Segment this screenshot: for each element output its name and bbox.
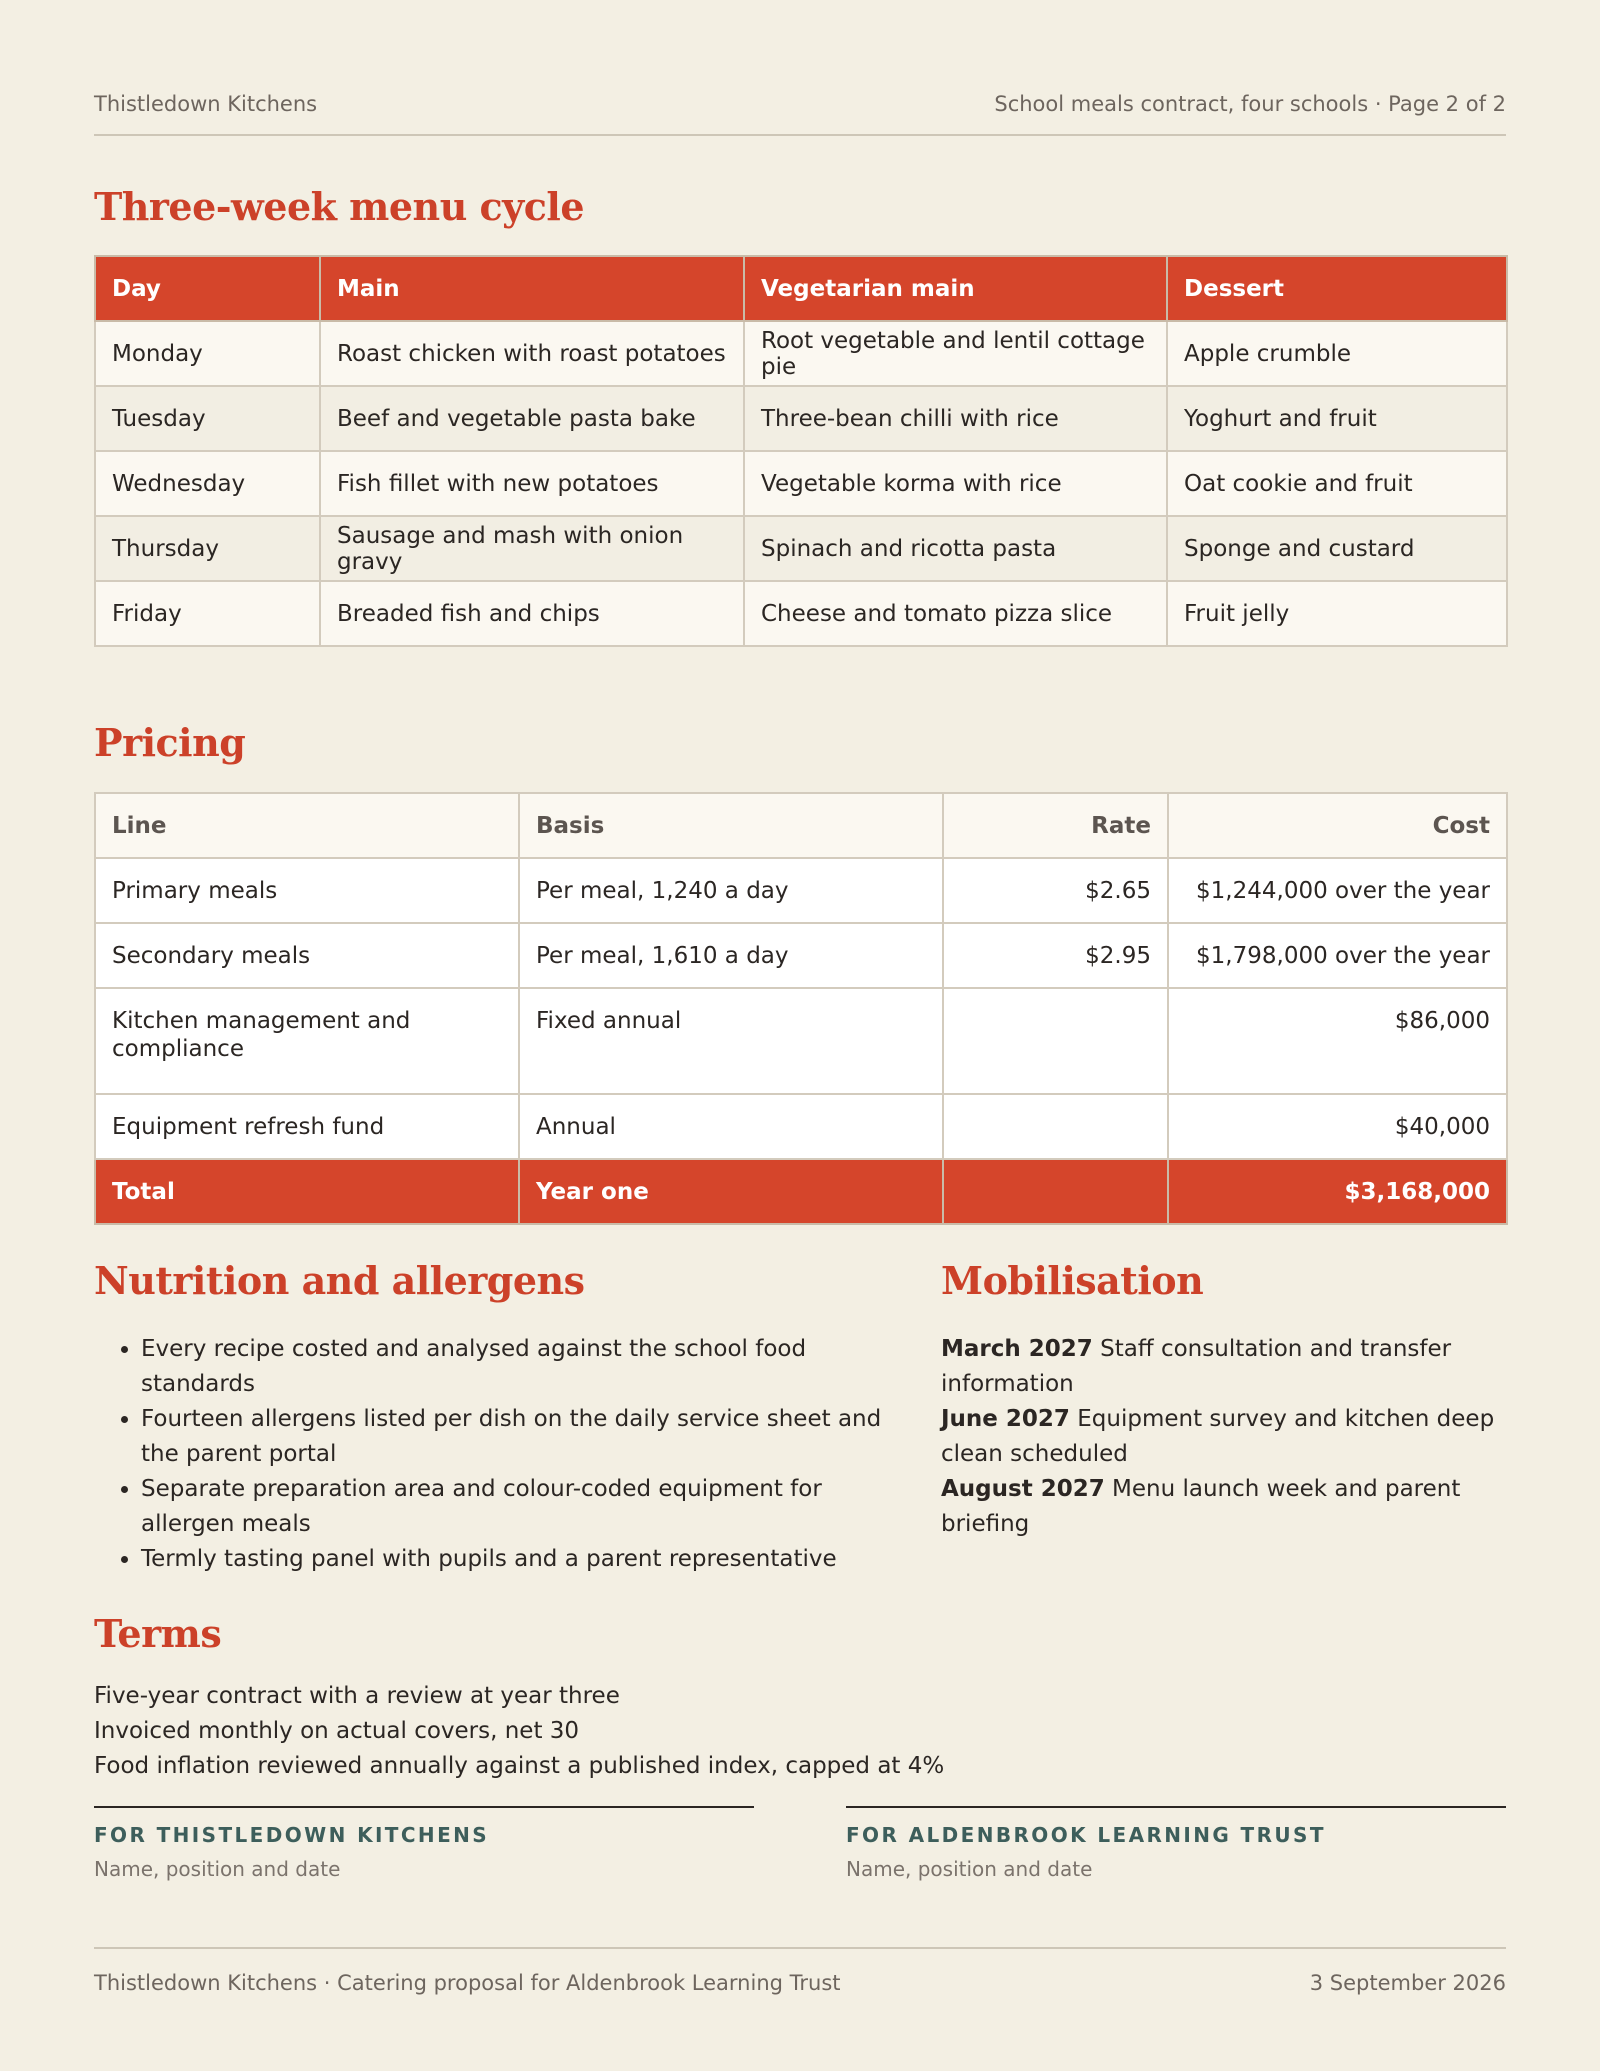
pricing-basis: Annual xyxy=(519,1094,943,1159)
menu-table xyxy=(94,255,1508,647)
table-row xyxy=(95,386,1507,451)
signature-label: FOR ALDENBROOK LEARNING TRUST xyxy=(846,1823,1326,1847)
menu-header-row xyxy=(95,256,1507,321)
menu-dessert: Yoghurt and fruit xyxy=(1167,386,1507,451)
mobilisation-date: June 2027 xyxy=(941,1406,1070,1432)
pricing-col-cost: Cost xyxy=(1168,793,1507,858)
header-company: Thistledown Kitchens xyxy=(94,92,318,116)
running-header xyxy=(94,88,1506,136)
menu-dessert: Apple crumble xyxy=(1167,321,1507,386)
menu-veg: Cheese and tomato pizza slice xyxy=(744,581,1167,646)
signature-block-thistledown xyxy=(94,1806,754,1881)
menu-veg: Vegetable korma with rice xyxy=(744,451,1167,516)
pricing-basis: Per meal, 1,610 a day xyxy=(519,923,943,988)
terms-heading: Terms xyxy=(94,1611,222,1656)
pricing-col-line: Line xyxy=(95,793,519,858)
terms-line: Five-year contract with a review at year three xyxy=(94,1683,620,1709)
pricing-heading: Pricing xyxy=(94,720,246,765)
pricing-basis: Fixed annual xyxy=(519,988,943,1094)
list-item: • Termly tasting panel with pupils and a parent representative xyxy=(141,1542,921,1577)
pricing-rate xyxy=(943,988,1168,1094)
menu-veg: Root vegetable and lentil cottage pie xyxy=(744,321,1167,386)
footer-left: Thistledown Kitchens · Catering proposal for Aldenbrook Learning Trust xyxy=(94,1971,841,1995)
pricing-rate xyxy=(943,1094,1168,1159)
pricing-cost: $86,000 xyxy=(1168,988,1507,1094)
menu-dessert: Fruit jelly xyxy=(1167,581,1507,646)
menu-day: Wednesday xyxy=(95,451,320,516)
signature-sub: Name, position and date xyxy=(94,1857,341,1881)
table-row xyxy=(95,858,1507,923)
pricing-table xyxy=(94,792,1508,1225)
pricing-cost: $1,798,000 over the year xyxy=(1168,923,1507,988)
list-item: • Separate preparation area and colour-coded equipment for allergen meals xyxy=(141,1472,921,1542)
menu-heading: Three-week menu cycle xyxy=(94,184,585,229)
page-footer xyxy=(94,1947,1506,1995)
menu-day: Tuesday xyxy=(95,386,320,451)
table-row xyxy=(95,451,1507,516)
signature-block-aldenbrook xyxy=(846,1806,1506,1881)
terms-list xyxy=(94,1679,944,1784)
pricing-line: Kitchen management and compliance xyxy=(95,988,519,1094)
mobilisation-item xyxy=(941,1472,1511,1542)
mobilisation-item xyxy=(941,1332,1511,1402)
total-rate xyxy=(943,1159,1168,1224)
table-row xyxy=(95,516,1507,581)
list-item: • Fourteen allergens listed per dish on the daily service sheet and the parent portal xyxy=(141,1402,921,1472)
terms-line: Invoiced monthly on actual covers, net 30 xyxy=(94,1718,580,1744)
menu-day: Thursday xyxy=(95,516,320,581)
table-row xyxy=(95,321,1507,386)
mobilisation-date: March 2027 xyxy=(941,1336,1093,1362)
pricing-rate: $2.95 xyxy=(943,923,1168,988)
total-label: Total xyxy=(95,1159,519,1224)
list-item: • Every recipe costed and analysed against the school food standards xyxy=(141,1332,921,1402)
terms-line: Food inflation reviewed annually against a published index, capped at 4% xyxy=(94,1753,945,1779)
mobilisation-list xyxy=(941,1332,1511,1542)
pricing-line: Primary meals xyxy=(95,858,519,923)
mobilisation-date: August 2027 xyxy=(941,1476,1105,1502)
mobilisation-heading: Mobilisation xyxy=(941,1258,1204,1303)
total-basis: Year one xyxy=(519,1159,943,1224)
menu-col-day: Day xyxy=(95,256,320,321)
menu-col-vegetarian: Vegetarian main xyxy=(744,256,1167,321)
pricing-col-rate: Rate xyxy=(943,793,1168,858)
menu-dessert: Oat cookie and fruit xyxy=(1167,451,1507,516)
table-row xyxy=(95,581,1507,646)
mobilisation-text: Equipment survey and kitchen deep clean scheduled xyxy=(941,1406,1495,1467)
mobilisation-item xyxy=(941,1402,1511,1472)
pricing-header-row xyxy=(95,793,1507,858)
signature-sub: Name, position and date xyxy=(846,1857,1093,1881)
menu-main: Beef and vegetable pasta bake xyxy=(320,386,744,451)
pricing-line: Secondary meals xyxy=(95,923,519,988)
menu-day: Friday xyxy=(95,581,320,646)
pricing-cost: $40,000 xyxy=(1168,1094,1507,1159)
pricing-line: Equipment refresh fund xyxy=(95,1094,519,1159)
menu-col-main: Main xyxy=(320,256,744,321)
table-row xyxy=(95,923,1507,988)
footer-date: 3 September 2026 xyxy=(1309,1971,1506,1995)
menu-col-dessert: Dessert xyxy=(1167,256,1507,321)
pricing-col-basis: Basis xyxy=(519,793,943,858)
menu-main: Sausage and mash with onion gravy xyxy=(320,516,744,581)
signature-label: FOR THISTLEDOWN KITCHENS xyxy=(94,1823,490,1847)
total-cost: $3,168,000 xyxy=(1168,1159,1507,1224)
pricing-basis: Per meal, 1,240 a day xyxy=(519,858,943,923)
mobilisation-text: Staff consultation and transfer information xyxy=(941,1336,1452,1397)
menu-veg: Three-bean chilli with rice xyxy=(744,386,1167,451)
menu-dessert: Sponge and custard xyxy=(1167,516,1507,581)
menu-main: Fish fillet with new potatoes xyxy=(320,451,744,516)
menu-main: Roast chicken with roast potatoes xyxy=(320,321,744,386)
pricing-total-row xyxy=(95,1159,1507,1224)
menu-veg: Spinach and ricotta pasta xyxy=(744,516,1167,581)
table-row xyxy=(95,988,1507,1094)
menu-main: Breaded fish and chips xyxy=(320,581,744,646)
header-page-info: School meals contract, four schools · Page 2 of 2 xyxy=(994,92,1506,116)
mobilisation-text: Menu launch week and parent briefing xyxy=(941,1476,1461,1537)
menu-day: Monday xyxy=(95,321,320,386)
table-row xyxy=(95,1094,1507,1159)
nutrition-list xyxy=(94,1332,921,1577)
nutrition-heading: Nutrition and allergens xyxy=(94,1258,585,1303)
pricing-rate: $2.65 xyxy=(943,858,1168,923)
pricing-cost: $1,244,000 over the year xyxy=(1168,858,1507,923)
